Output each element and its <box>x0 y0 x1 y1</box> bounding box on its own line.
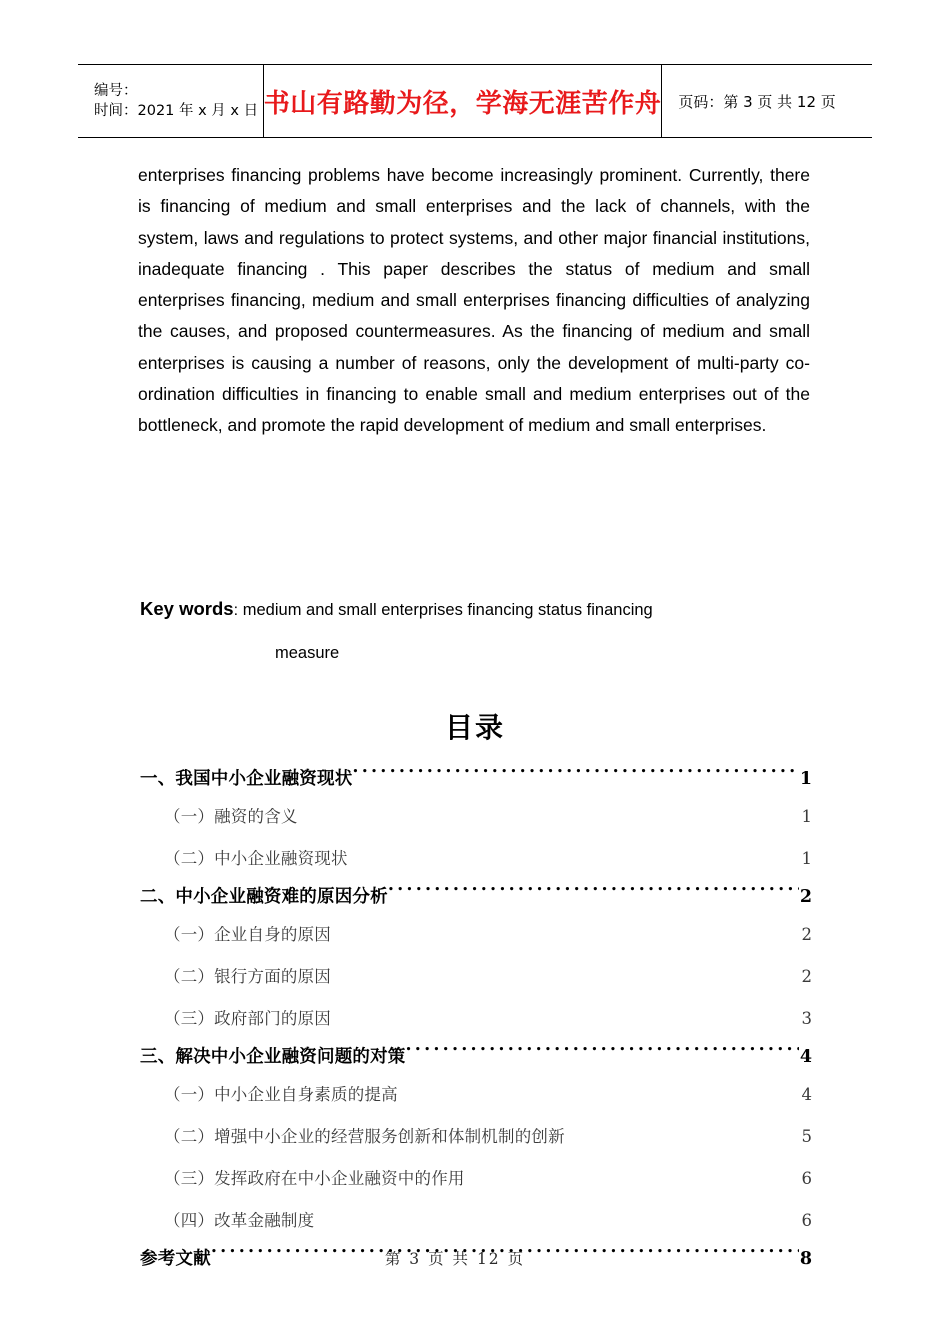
toc-leader-dots <box>388 885 799 903</box>
toc-entry-page-number: 2 <box>799 887 812 907</box>
toc-leader-dots <box>352 767 798 785</box>
toc-leader-dots <box>331 924 801 941</box>
toc-entry-label: （二）银行方面的原因 <box>164 967 331 986</box>
header-cell-pagecode <box>662 65 872 137</box>
toc-leader-dots <box>331 966 801 983</box>
toc-entry[interactable] <box>140 1116 812 1158</box>
header-cell-slogan <box>264 65 663 137</box>
toc-entry[interactable] <box>140 1158 812 1200</box>
toc-leader-dots <box>298 806 801 823</box>
keywords-label: Key words <box>140 598 234 619</box>
toc-entry-label: （三）发挥政府在中小企业融资中的作用 <box>164 1169 465 1188</box>
header-page-code: 页码：第 3 页 共 12 页 <box>678 92 836 111</box>
toc-entry-page-number: 4 <box>801 1085 812 1104</box>
toc-entry-page-number: 2 <box>801 967 812 986</box>
abstract-paragraph: enterprises financing problems have become increasingly prominent. Currently, there is financing of medium and small enterprises and the lack of channels, with the system, laws and regulations to protect systems, and other major financial institutions, inadequate financing . This paper describes the status of medium and small enterprises financing, medium and small enterprises financing difficulties of analyzing the causes, and proposed countermeasures. As the financing of medium and small enterprises is causing a number of reasons, only the development of multi-party co-ordination difficulties in financing to enable small and medium enterprises out of the bottleneck, and promote the rapid development of medium and small enterprises. <box>138 165 810 436</box>
keywords-line2: measure <box>275 644 340 662</box>
toc-entry-page-number: 4 <box>799 1047 812 1067</box>
toc-entry-label: 一、我国中小企业融资现状 <box>140 769 353 789</box>
toc-leader-dots <box>314 1210 800 1227</box>
toc-entry[interactable] <box>140 762 812 796</box>
toc-leader-dots <box>406 1045 799 1063</box>
toc-list <box>140 762 812 1276</box>
toc-entry[interactable] <box>140 998 812 1040</box>
header-cell-meta <box>78 65 264 137</box>
toc-entry[interactable] <box>140 914 812 956</box>
toc-entry[interactable] <box>140 1200 812 1242</box>
toc-entry-page-number: 8 <box>799 1249 812 1269</box>
header-table <box>78 64 872 138</box>
header-code-label: 编号： <box>94 83 138 99</box>
toc-entry-label: （三）政府部门的原因 <box>164 1009 331 1028</box>
toc-entry-label: （一）融资的含义 <box>164 807 298 826</box>
toc-leader-dots <box>565 1126 801 1143</box>
toc-entry-page-number: 1 <box>799 769 812 789</box>
toc-entry-label: （一）中小企业自身素质的提高 <box>164 1085 398 1104</box>
toc-entry[interactable] <box>140 838 812 880</box>
toc-entry-page-number: 1 <box>801 849 812 868</box>
toc-leader-dots <box>465 1168 801 1185</box>
keywords-block <box>140 588 820 674</box>
keywords-line1: medium and small enterprises financing status financing <box>242 601 653 619</box>
toc-entry[interactable] <box>140 880 812 914</box>
toc-leader-dots <box>348 848 801 865</box>
toc-entry-page-number: 3 <box>801 1009 812 1028</box>
toc-entry[interactable] <box>140 956 812 998</box>
toc-entry-label: （二）增强中小企业的经营服务创新和体制机制的创新 <box>164 1127 565 1146</box>
toc-entry-label: 三、解决中小企业融资问题的对策 <box>140 1047 406 1067</box>
toc-leader-dots <box>331 1008 801 1025</box>
toc-entry-page-number: 2 <box>801 925 812 944</box>
toc-title: 目录 <box>444 711 505 744</box>
toc-leader-dots <box>398 1084 801 1101</box>
toc-entry-label: （一）企业自身的原因 <box>164 925 331 944</box>
toc-entry[interactable] <box>140 1040 812 1074</box>
keywords-colon: : <box>233 602 239 619</box>
toc-entry-label: （四）改革金融制度 <box>164 1211 315 1230</box>
toc-entry[interactable] <box>140 1074 812 1116</box>
toc-entry-page-number: 6 <box>801 1169 812 1188</box>
toc-entry[interactable] <box>140 796 812 838</box>
toc-entry-page-number: 6 <box>801 1211 812 1230</box>
toc-entry-label: （二）中小企业融资现状 <box>164 849 348 868</box>
toc-entry-page-number: 1 <box>801 807 812 826</box>
toc-entry-label: 参考文献 <box>140 1249 211 1269</box>
toc-entry-label: 二、中小企业融资难的原因分析 <box>140 887 388 907</box>
toc-entry-page-number: 5 <box>801 1127 812 1146</box>
header-slogan: 书山有路勤为径，学海无涯苦作舟 <box>263 88 662 119</box>
page-footer: 第 3 页 共 12 页 <box>384 1250 526 1268</box>
header-date-label: 时间：2021 年 x 月 x 日 <box>94 103 259 119</box>
